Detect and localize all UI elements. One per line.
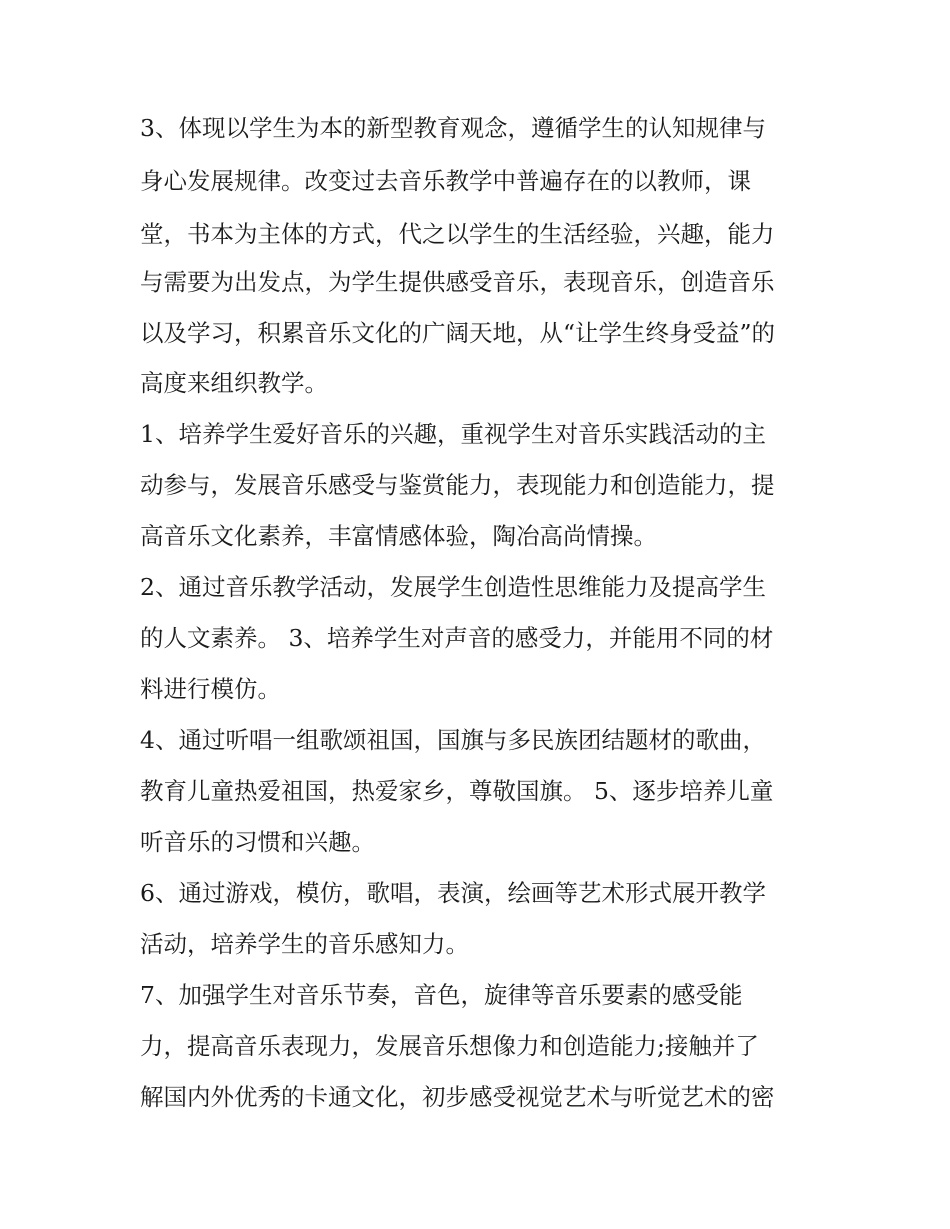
text-line: 1、培养学生爱好音乐的兴趣，重视学生对音乐实践活动的主 [140, 420, 766, 448]
text-line: 高度来组织教学。 [140, 369, 328, 397]
text-line: 力，提高音乐表现力，发展音乐想像力和创造能力;接触并了 [140, 1032, 759, 1060]
text-line: 身心发展规律。改变过去音乐教学中普遍存在的以教师，课 [140, 167, 751, 195]
text-line: 6、通过游戏，模仿，歌唱，表演，绘画等艺术形式展开教学 [140, 879, 766, 907]
text-line: 动参与，发展音乐感受与鉴赏能力，表现能力和创造能力，提 [140, 471, 775, 499]
text-line: 3、体现以学生为本的新型教育观念，遵循学生的认知规律与 [140, 114, 766, 142]
text-line: 听音乐的习惯和兴趣。 [140, 828, 375, 856]
text-line: 解国内外优秀的卡通文化，初步感受视觉艺术与听觉艺术的密 [140, 1083, 775, 1111]
text-line: 以及学习，积累音乐文化的广阔天地，从“让学生终身受益”的 [140, 319, 776, 347]
text-line: 高音乐文化素养，丰富情感体验，陶冶高尚情操。 [140, 522, 657, 550]
text-line: 料进行模仿。 [140, 675, 281, 703]
text-line: 堂，书本为主体的方式，代之以学生的生活经验，兴趣，能力 [140, 220, 775, 248]
text-line: 教育儿童热爱祖国，热爱家乡，尊敬国旗。 5、逐步培养儿童 [140, 777, 774, 805]
text-line: 4、通过听唱一组歌颂祖国，国旗与多民族团结题材的歌曲， [140, 726, 766, 754]
text-line: 2、通过音乐教学活动，发展学生创造性思维能力及提高学生 [140, 573, 766, 601]
text-line: 活动，培养学生的音乐感知力。 [140, 930, 469, 958]
text-line: 7、加强学生对音乐节奏，音色，旋律等音乐要素的感受能 [140, 981, 743, 1009]
text-line: 的人文素养。 3、培养学生对声音的感受力，并能用不同的材 [140, 624, 774, 652]
text-line: 与需要为出发点，为学生提供感受音乐，表现音乐，创造音乐 [140, 268, 775, 296]
